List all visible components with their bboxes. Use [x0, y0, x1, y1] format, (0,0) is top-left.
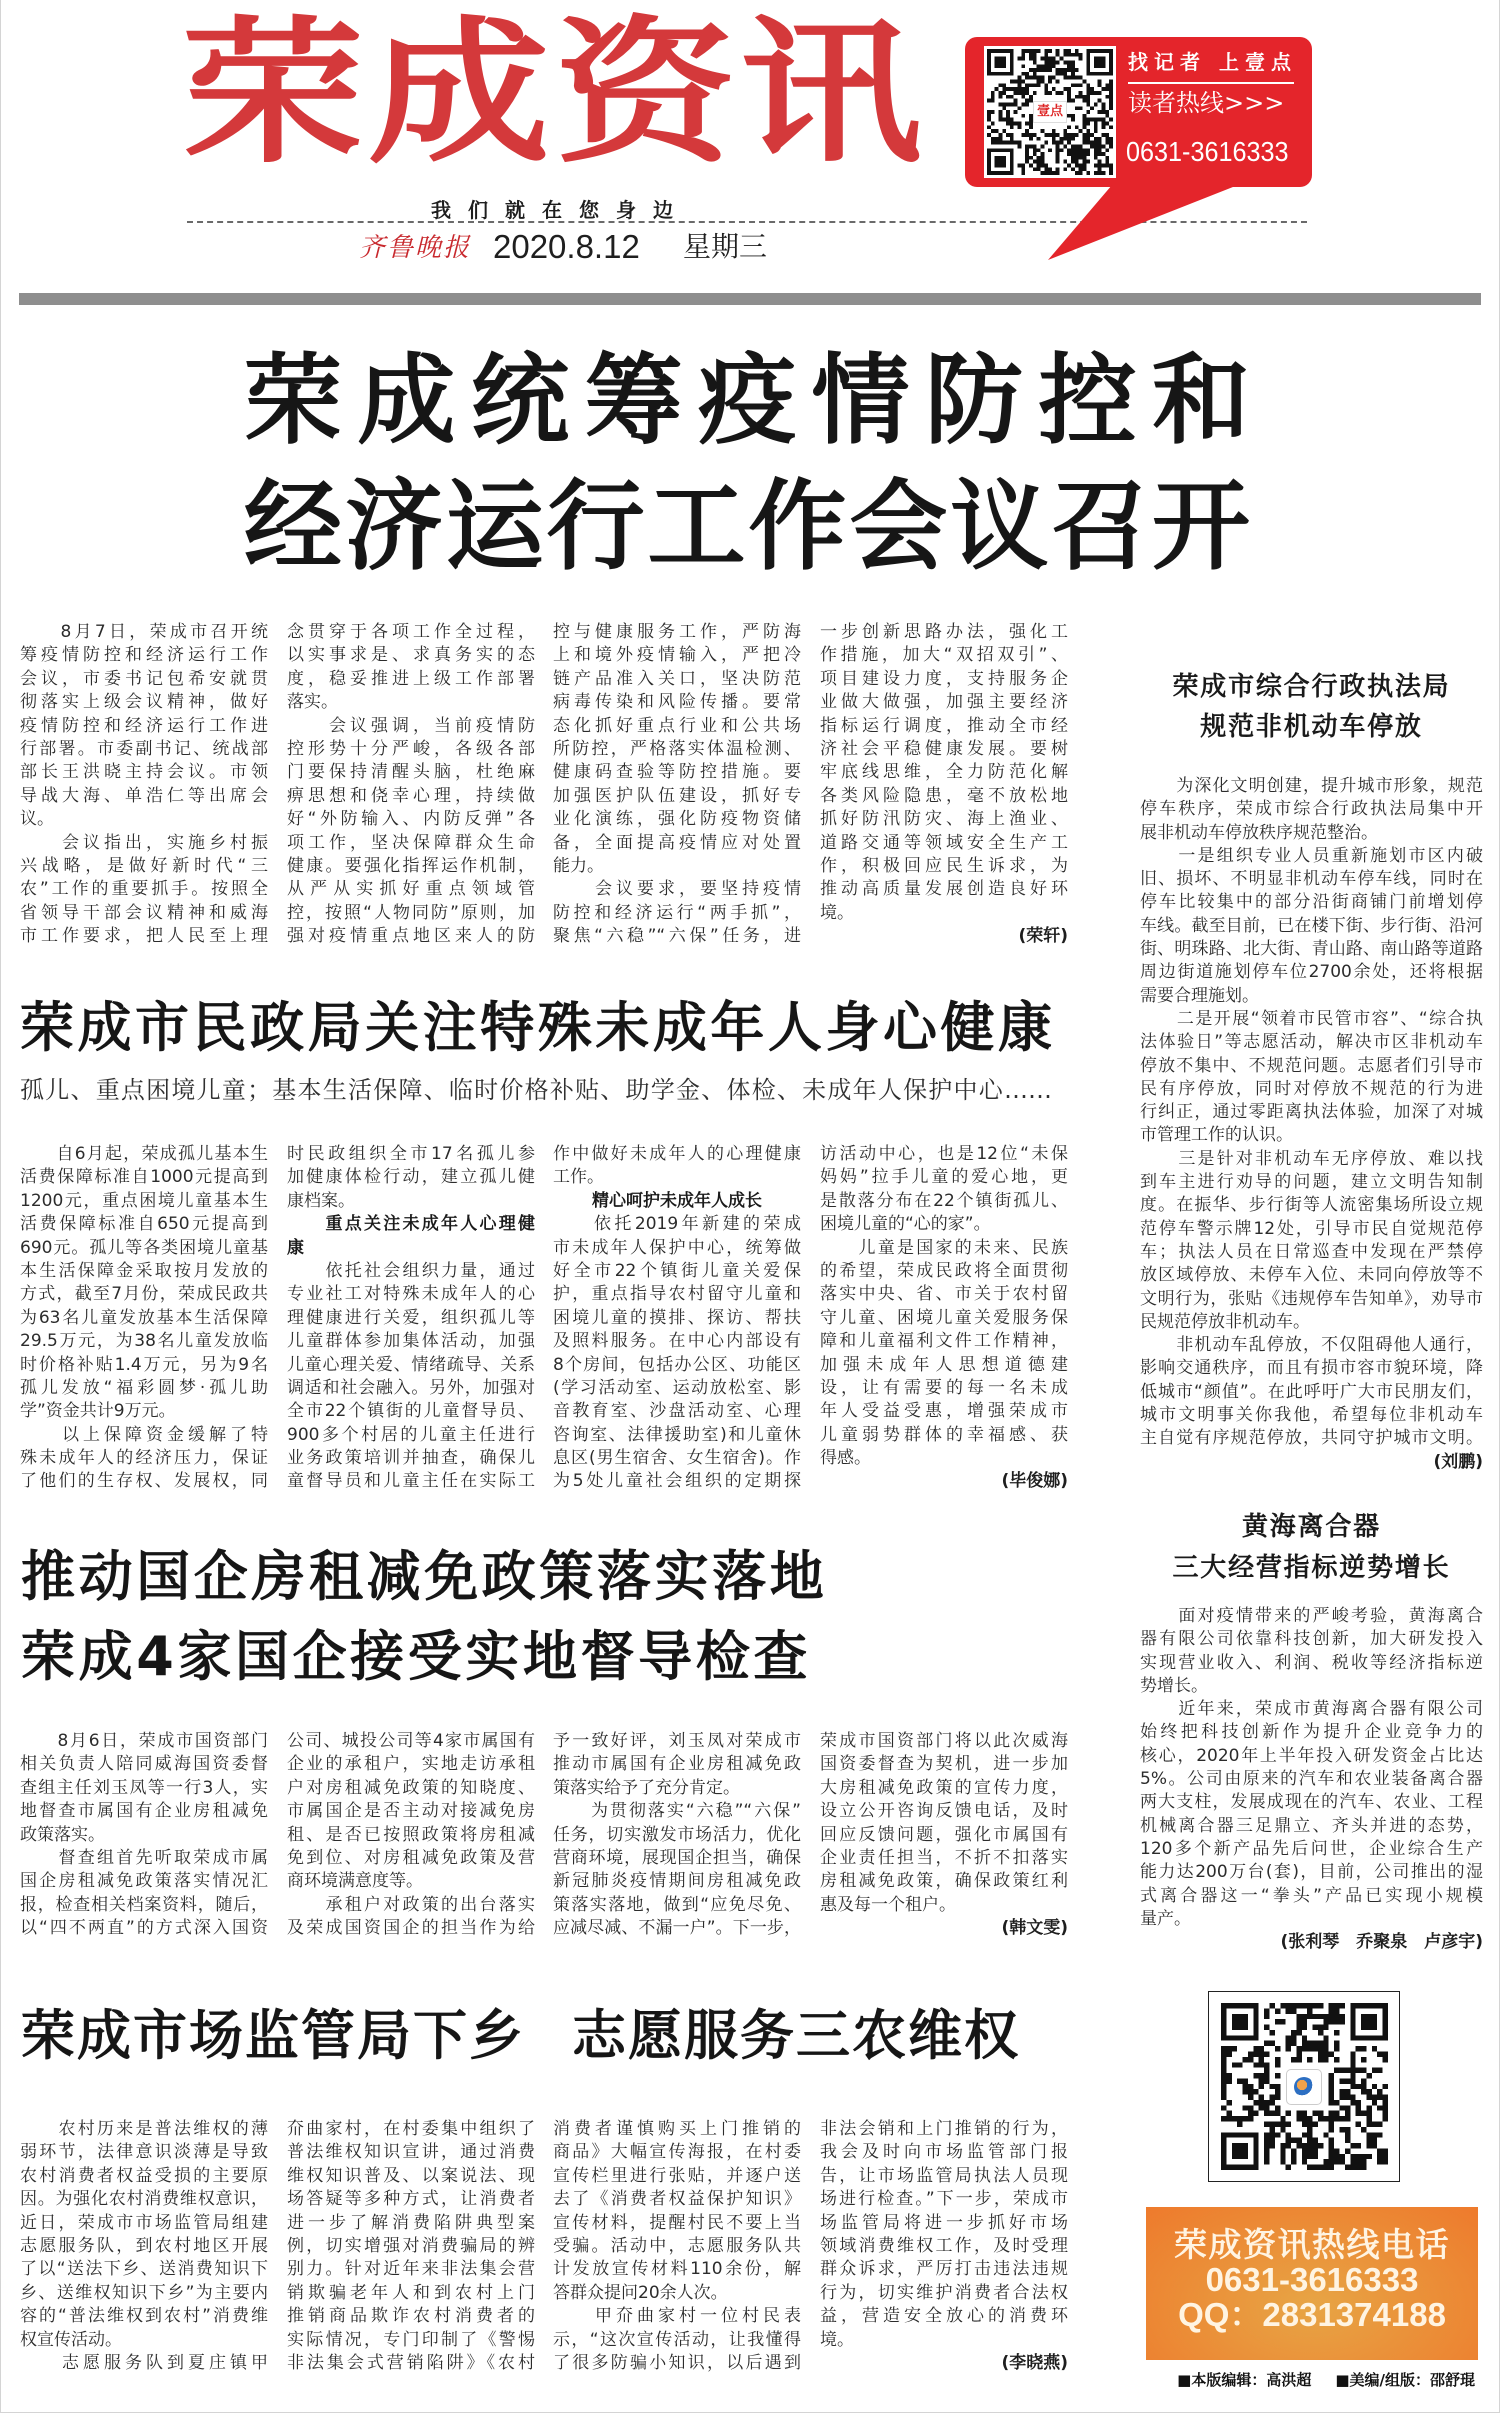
- headline-line: 推动国企房租减免政策落实落地: [21, 1545, 828, 1608]
- text-line: 童督导员和儿童主任在实际工: [287, 1471, 535, 1492]
- text-line: 及照料服务。在中心内部设有: [553, 1331, 801, 1352]
- text-line: 推动市属国有企业房租减免政: [553, 1754, 801, 1775]
- text-line: 地督查市属国有企业房租减免: [20, 1801, 268, 1822]
- text-line: 非机动车乱停放，不仅阻碍他人通行，: [1140, 1335, 1483, 1356]
- text-line: 为深化文明创建，提升城市形象，规范: [1140, 776, 1483, 796]
- text-line: 器有限公司依靠科技创新，加大研发投入: [1140, 1629, 1483, 1650]
- article-column: [287, 2118, 535, 2375]
- text-line: 部长王洪晓主持会议。市领: [20, 762, 268, 783]
- text-line: 民有序停放，同时对停放不规范的行为进: [1140, 1078, 1483, 1099]
- article-column: [20, 2118, 268, 2375]
- text-line: 健康。要强化指挥运作机制，: [287, 855, 535, 876]
- text-line: 从严从实抓好重点领域管: [287, 879, 535, 900]
- article-column: [553, 1730, 801, 1941]
- text-line: 商品》大幅宣传海报，在村委: [553, 2142, 801, 2163]
- text-line: 场答疑等多种方式，让消费者: [287, 2189, 535, 2210]
- text-line: 抓好防汛防灾、海上渔业、: [820, 809, 1068, 830]
- text-line: 推销商品欺诈农村消费者的: [287, 2306, 535, 2327]
- text-line: 旧、损坏、不明显非机动车停车线，同时在: [1140, 869, 1483, 890]
- text-line: 8月7日，荣成市召开统: [20, 622, 268, 642]
- text-line: 障和儿童福利文件工作精神，: [820, 1331, 1068, 1352]
- editor-credit: ■本版编辑：高洪超: [1177, 2371, 1312, 2389]
- qr-center-logo: 壹点: [1033, 101, 1067, 123]
- text-line: 作，积极回应民生诉求，为: [820, 855, 1068, 876]
- text-line: 文明行为，张贴《违规停车告知单》，劝导市: [1140, 1288, 1483, 1309]
- text-line: 乡、送维权知识下乡”为主要内: [20, 2282, 268, 2303]
- text-line: 省领导干部会议精神和威海: [20, 902, 268, 923]
- text-line: 儿童群体参加集体活动，加强: [287, 1331, 535, 1352]
- text-line: 8月6日，荣成市国资部门: [20, 1731, 268, 1751]
- masthead-slogan: 我们就在您身边: [431, 198, 690, 222]
- text-line: 筹疫情防控和经济运行工作: [20, 645, 268, 666]
- partner-logo-text: 齐鲁晚报: [359, 233, 472, 263]
- text-line: 彻落实上级会议精神，做好: [20, 692, 268, 713]
- text-line: 调适和社会融入。另外，加强对: [287, 1377, 535, 1398]
- text-line: 强对疫情重点地区来人的防: [287, 926, 535, 947]
- text-line: 控形势十分严峻，各级各部: [287, 738, 535, 759]
- text-line: 回应反馈问题，强化市属国有: [820, 1824, 1068, 1845]
- text-line: 场进行检查。”下一步，荣成市: [820, 2189, 1068, 2210]
- text-line: 时民政组织全市17名孤儿参: [287, 1144, 535, 1164]
- subheading: 重点关注未成年人心理健: [287, 1214, 535, 1235]
- headline-part: 荣成市场监管局下乡: [21, 2004, 525, 2067]
- byline: (张利琴 乔聚泉 卢彦宇): [1280, 1932, 1483, 1953]
- text-line: 以实事求是、求真务实的态: [287, 645, 535, 666]
- text-line: 守儿童、困境儿童关爱服务保: [820, 1307, 1068, 1328]
- bubble-hotline-label: 读者热线>>>: [1128, 89, 1285, 117]
- text-line: 济社会平稳健康发展。要树: [820, 738, 1068, 759]
- text-line: 病毒传染和风险传播。要常: [553, 692, 801, 713]
- wechat-qr-code: [1208, 1991, 1400, 2182]
- text-line: 别力。针对近年来非法集会营: [287, 2259, 535, 2280]
- text-line: 为5处儿童社会组织的定期探: [553, 1471, 801, 1492]
- text-line: 到车主进行劝导的问题，建立文明告知制: [1140, 1172, 1483, 1193]
- text-line: 自6月起，荣成孤儿基本生: [20, 1144, 268, 1164]
- text-line: 议。: [20, 809, 54, 830]
- text-line: 理健康进行关爱，组织孤儿等: [287, 1307, 535, 1328]
- text-line: 查组主任刘玉凤等一行3人，实: [20, 1777, 268, 1798]
- text-line: 孤儿发放“福彩圆梦·孤儿助: [20, 1377, 268, 1398]
- article-column: [820, 1143, 1068, 1494]
- text-line: 能力达200万台(套)，目前，公司推出的湿: [1140, 1862, 1483, 1883]
- text-line: 因。为强化农村消费维权意识，: [20, 2189, 268, 2210]
- article-column: [820, 2118, 1068, 2375]
- text-line: 加健康体检行动，建立孤儿健: [287, 1167, 535, 1188]
- text-line: 痹思想和侥幸心理，持续做: [287, 785, 535, 806]
- text-line: 市工作要求，把人民至上理: [20, 926, 268, 947]
- text-line: 了以“送法下乡、送消费知识下: [20, 2259, 268, 2280]
- text-line: 始终把科技创新作为提升企业竞争力的: [1140, 1722, 1483, 1743]
- article-column: [553, 2118, 801, 2375]
- text-line: 控，按照“人物同防”原则，加: [287, 902, 535, 923]
- text-line: 护，重点指导农村留守儿童和: [553, 1284, 801, 1305]
- text-line: 承租户对政策的出台落实: [287, 1894, 535, 1915]
- text-line: 度。在振华、步行街等人流密集场所设立规: [1140, 1195, 1483, 1216]
- article-column: [553, 621, 801, 948]
- text-line: 进一步了解消费陷阱典型案: [287, 2212, 535, 2233]
- text-line: 志愿服务队到夏庄镇甲: [20, 2352, 268, 2373]
- text-line: 机械离合器三足鼎立、齐头并进的态势，: [1140, 1815, 1483, 1836]
- text-line: 5%。公司由原来的汽车和农业装备离合器: [1140, 1769, 1483, 1790]
- reader-qr-code: [984, 46, 1116, 178]
- text-line: 法体验日”等志愿活动，解决市区非机动车: [1140, 1032, 1483, 1053]
- text-line: 推动高质量发展创造良好环: [820, 879, 1068, 900]
- text-line: 任务，切实激发市场活力，优化: [553, 1824, 801, 1845]
- text-line: 企业责任担当，不折不扣落实: [820, 1847, 1068, 1868]
- text-line: 加强未成年人思想道德建: [820, 1354, 1068, 1375]
- text-line: 志愿服务队，到农村地区开展: [20, 2235, 268, 2256]
- text-line: 殊未成年人的经济压力，保证: [20, 1448, 268, 1469]
- sidebar-headline-line: 三大经营指标逆势增长: [1172, 1553, 1451, 1583]
- text-line: 三是针对非机动车无序停放、难以找: [1140, 1148, 1483, 1169]
- sidebar-headline-line: 规范非机动车停放: [1200, 712, 1423, 742]
- text-line: 免到位、对房租减免政策及营: [287, 1847, 535, 1868]
- byline: (刘鹏): [1433, 1451, 1483, 1472]
- text-line: 的希望，荣成民政将全面贯彻: [820, 1260, 1068, 1281]
- text-line: 受骗。活动中，志愿服务队共: [553, 2235, 801, 2256]
- text-line: 儿童是国家的未来、民族: [820, 1237, 1068, 1258]
- text-line: 答群众提问20余人次。: [553, 2282, 728, 2303]
- text-line: 得感。: [820, 1448, 871, 1469]
- text-line: 活费保障标准自650元提高到: [20, 1214, 268, 1235]
- hotline-phone: 0631-3616333: [1205, 2261, 1419, 2298]
- text-line: 我会及时向市场监管部门报: [820, 2142, 1068, 2163]
- text-line: 全市22个镇街的儿童督导员、: [287, 1401, 535, 1422]
- text-line: 示，“这次宣传活动，让我懂得: [553, 2329, 801, 2350]
- text-line: 容的“普法维权到农村”消费维: [20, 2306, 268, 2327]
- text-line: 新冠肺炎疫情期间房租减免政: [553, 1871, 801, 1892]
- text-line: 访活动中心，也是12位“未保: [820, 1144, 1068, 1164]
- text-line: 行部署。市委副书记、统战部: [20, 738, 268, 759]
- text-line: 29.5万元，为38名儿童发放临: [20, 1331, 268, 1352]
- text-line: 加强医护队伍建设，抓好专: [553, 785, 801, 806]
- article-column: [20, 621, 268, 948]
- text-line: 息区(男生宿舍、女生宿舍)。作: [553, 1448, 801, 1469]
- text-line: 量产。: [1140, 1908, 1191, 1929]
- text-line: 了很多防骗小知识，以后遇到: [553, 2352, 801, 2373]
- page-credits: [1160, 2370, 1475, 2390]
- text-line: 专业社工对特殊未成年人的心: [287, 1284, 535, 1305]
- text-line: 群众诉求，严厉打击违法违规: [820, 2259, 1068, 2280]
- text-line: 近年来，荣成市黄海离合器有限公司: [1140, 1699, 1483, 1720]
- subtitle: 孤儿、重点困境儿童；基本生活保障、临时价格补贴、助学金、体检、未成年人保护中心……: [20, 1076, 1052, 1104]
- text-line: 实现营业收入、利润、税收等经济指标逆: [1140, 1652, 1483, 1673]
- text-line: 设，让有需要的每一名未成: [820, 1377, 1068, 1398]
- text-line: 及荣成国资国企的担当作为给: [287, 1918, 535, 1939]
- text-line: 一步创新思路办法，强化工: [820, 622, 1068, 642]
- headline-line: 荣成4家国企接受实地督导检查: [21, 1625, 811, 1688]
- text-line: 兴战略，是做好新时代“三: [20, 855, 268, 876]
- article-column: [553, 1143, 801, 1494]
- hotline-banner: [1146, 2207, 1478, 2360]
- text-line: 策落实落地，做到“应免尽免、: [553, 1894, 801, 1915]
- article-column: [20, 1730, 268, 1941]
- text-line: 疫情防控和经济运行工作进: [20, 715, 268, 736]
- text-line: 聚焦“六稳”“六保”任务，进: [553, 926, 801, 947]
- qr-center-logo: [1286, 2069, 1322, 2105]
- subheading: 精心呵护未成年人成长: [592, 1190, 762, 1211]
- text-line: 相关负责人陪同威海国资委督: [20, 1754, 268, 1775]
- text-line: 时价格补贴1.4万元，另为9名: [20, 1354, 268, 1375]
- text-line: 市属国企是否主动对接减免房: [287, 1801, 535, 1822]
- text-line: 影响交通秩序，而且有损市容市貌环境，降: [1140, 1358, 1483, 1379]
- text-line: 作中做好未成年人的心理健康: [553, 1144, 801, 1164]
- text-line: 学”资金共计9万元。: [20, 1401, 176, 1422]
- text-line: 计发放宣传材料110余份，解: [553, 2259, 801, 2280]
- text-line: 一是组织专业人员重新施划市区内破: [1140, 845, 1483, 866]
- text-line: 道路交通等领域安全生产工: [820, 832, 1068, 853]
- text-line: 行为，切实维护消费者合法权: [820, 2282, 1068, 2303]
- text-line: 业化演练，强化防疫物资储: [553, 809, 801, 830]
- section-divider-bar: [19, 293, 1481, 305]
- text-line: 行纠正，通过零距离执法体验，加深了对城: [1140, 1102, 1483, 1123]
- text-line: 范停车警示牌12处，引导市民自觉规范停: [1140, 1218, 1483, 1239]
- text-line: 业做大做强，加强主要经济: [820, 692, 1068, 713]
- text-line: 国企房租减免政策落实情况汇: [20, 1871, 268, 1892]
- text-line: 690元。孤儿等各类困境儿童基: [20, 1237, 268, 1258]
- text-line: 市未成年人保护中心，统筹做: [553, 1237, 801, 1258]
- text-line: 900多个村居的儿童主任进行: [287, 1424, 535, 1445]
- byline: (李晓燕): [1001, 2352, 1068, 2373]
- hotline-qq: QQ：2831374188: [1178, 2296, 1446, 2333]
- text-line: 牢底线思维，全力防范化解: [820, 762, 1068, 783]
- text-line: 租、是否已按照政策将房租减: [287, 1824, 535, 1845]
- text-line: 应减尽减、不漏一户”。下一步，: [553, 1918, 801, 1939]
- text-line: 户对房租减免政策的知晓度、: [287, 1777, 535, 1798]
- text-line: 好“外防输入、内防反弹”各: [287, 809, 535, 830]
- text-line: 普法维权知识宣讲，通过消费: [287, 2142, 535, 2163]
- designer-credit: ■美编/组版：邵舒琨: [1335, 2371, 1475, 2389]
- text-line: 以“四不两直”的方式深入国资: [20, 1918, 268, 1939]
- text-line: 依托2019年新建的荣成: [553, 1214, 801, 1235]
- text-line: 120多个新产品先后问世，企业综合生产: [1140, 1838, 1483, 1859]
- text-line: 国资委督查为契机，进一步加: [820, 1754, 1068, 1775]
- text-line: 农村消费者权益受损的主要原: [20, 2165, 268, 2186]
- text-line: 指标运行调度，推动全市经: [820, 715, 1068, 736]
- text-line: 依托社会组织力量，通过: [287, 1260, 535, 1281]
- text-line: 二是开展“领着市民管市容”、“综合执: [1140, 1008, 1483, 1029]
- text-line: 态化抓好重点行业和公共场: [553, 715, 801, 736]
- text-line: 导战大海、单浩仁等出席会: [20, 785, 268, 806]
- text-line: 落实。: [287, 692, 338, 713]
- text-line: 例，切实增强对消费骗局的辨: [287, 2235, 535, 2256]
- text-line: 企业的承租户，实地走访承租: [287, 1754, 535, 1775]
- article-column: [287, 1730, 535, 1941]
- text-line: 链产品准入关口，坚决防范: [553, 668, 801, 689]
- issue-date: 2020.8.12: [493, 228, 640, 265]
- text-line: 营商环境，展现国企担当，确保: [553, 1847, 801, 1868]
- text-line: 策落实给予了充分肯定。: [553, 1777, 740, 1798]
- text-line: 控与健康服务工作，严防海: [553, 622, 801, 642]
- swirl-logo-icon: [1294, 2077, 1314, 2097]
- text-line: 困境儿童的“心的家”。: [820, 1214, 991, 1235]
- text-line: 势增长。: [1140, 1675, 1208, 1696]
- text-line: 康档案。: [287, 1190, 355, 1211]
- headline-line: 经济运行工作会议召开: [244, 470, 1250, 584]
- text-line: 儿童心理关爱、情绪疏导、关系: [287, 1354, 535, 1375]
- text-line: 境。: [820, 2329, 854, 2350]
- text-line: 面对疫情带来的严峻考验，黄海离合: [1140, 1606, 1483, 1626]
- text-line: 惠及每一个租户。: [820, 1894, 956, 1915]
- text-line: 公司、城投公司等4家市属国有: [287, 1731, 535, 1751]
- text-line: 销欺骗老年人和到农村上门: [287, 2282, 535, 2303]
- text-line: 落实中央、省、市关于农村留: [820, 1284, 1068, 1305]
- text-line: 放区域停放、未停车入位、未同向停放等不: [1140, 1265, 1483, 1286]
- text-line: 停车比较集中的部分沿街商铺门前增划停: [1140, 892, 1483, 913]
- text-line: 会议要求，要坚持疫情: [553, 879, 801, 900]
- text-line: 以上保障资金缓解了特: [20, 1424, 268, 1445]
- text-line: 商环境满意度等。: [287, 1871, 423, 1892]
- text-line: 会议，市委书记包希安就贯: [20, 668, 268, 689]
- text-line: 停车秩序，荣成市综合行政执法局集中开: [1140, 799, 1483, 820]
- text-line: 非法会销和上门推销的行为，: [820, 2119, 1068, 2139]
- text-line: 农村历来是普法维权的薄: [20, 2119, 268, 2139]
- text-line: 健康码查验等防控措施。要: [553, 762, 801, 783]
- text-line: 会议强调，当前疫情防: [287, 715, 535, 736]
- text-line: 业务政策培训并抽查，确保儿: [287, 1448, 535, 1469]
- text-line: 近日，荣成市市场监管局组建: [20, 2212, 268, 2233]
- byline: (荣轩): [1018, 926, 1068, 947]
- text-line: 妈妈”拉手儿童的爱心地，更: [820, 1167, 1068, 1188]
- text-line: 好全市22个镇街儿童关爱保: [553, 1260, 801, 1281]
- text-line: 本生活保障金采取按月发放的: [20, 1260, 268, 1281]
- text-line: 政策落实。: [20, 1824, 105, 1845]
- sidebar-headline-line: 黄海离合器: [1241, 1512, 1381, 1542]
- text-line: 8个房间，包括办公区、功能区: [553, 1354, 801, 1375]
- text-line: 作措施，加大“双招双引”、: [820, 645, 1068, 666]
- text-line: 1200元，重点困境儿童基本生: [20, 1190, 268, 1211]
- text-line: 年人受益受惠，增强荣成市: [820, 1401, 1068, 1422]
- headline-line: 荣成统筹疫情防控和: [244, 344, 1250, 458]
- text-line: 益，营造安全放心的消费环: [820, 2306, 1068, 2327]
- text-line: 市管理工作的认识。: [1140, 1125, 1293, 1146]
- text-line: 荣成市国资部门将以此次威海: [820, 1731, 1068, 1751]
- text-line: 念贯穿于各项工作全过程，: [287, 622, 535, 642]
- text-line: 弱环节，法律意识淡薄是导致: [20, 2142, 268, 2163]
- text-line: 各类风险隐患，毫不放松地: [820, 785, 1068, 806]
- text-line: 周边街道施划停车位2700余处，还将根据: [1140, 962, 1483, 983]
- text-line: 街、明珠路、北大街、青山路、南山路等道路: [1140, 939, 1483, 960]
- text-line: 咨询室、法律援助室)和儿童休: [553, 1424, 801, 1445]
- text-line: 核心，2020年上半年投入研发资金占比达: [1140, 1745, 1483, 1766]
- text-line: 场监管局将进一步抓好市场: [820, 2212, 1068, 2233]
- text-line: 民规范停放非机动车。: [1140, 1311, 1310, 1332]
- text-line: 夼曲家村，在村委集中组织了: [287, 2119, 535, 2139]
- text-line: 困境儿童的摸排、探访、帮扶: [553, 1307, 801, 1328]
- text-line: 实际情况，专门印制了《警惕: [287, 2329, 535, 2350]
- text-line: 能力。: [553, 855, 604, 876]
- headline: 荣成市民政局关注特殊未成年人身心健康: [20, 996, 1052, 1059]
- byline: (毕俊娜): [1001, 1471, 1068, 1492]
- text-line: 大房租减免政策的宣传力度，: [820, 1777, 1068, 1798]
- text-line: 式离合器这一“拳头”产品已实现小规模: [1140, 1885, 1483, 1906]
- text-line: 主自觉有序规范停放，共同守护城市文明。: [1140, 1428, 1483, 1449]
- text-line: 儿童弱势群体的幸福感、获: [820, 1424, 1068, 1445]
- text-line: 为贯彻落实“六稳”“六保”: [553, 1801, 801, 1822]
- text-line: 城市文明事关你我他，希望每位非机动车: [1140, 1405, 1483, 1426]
- text-line: 权宣传活动。: [20, 2329, 122, 2350]
- text-line: 宣传栏里进行张贴，并逐户送: [553, 2165, 801, 2186]
- text-line: 上和境外疫情输入，严把冷: [553, 645, 801, 666]
- sidebar-article-body: [1140, 775, 1483, 1474]
- text-line: 音教育室、沙盘活动室、心理: [553, 1401, 801, 1422]
- byline: (韩文雯): [1001, 1918, 1068, 1939]
- text-line: 活费保障标准自1000元提高到: [20, 1167, 268, 1188]
- text-line: 会议指出，实施乡村振: [20, 832, 268, 853]
- text-line: 设立公开咨询反馈电话，及时: [820, 1801, 1068, 1822]
- text-line: 门要保持清醒头脑，杜绝麻: [287, 762, 535, 783]
- text-line: 甲夼曲家村一位村民表: [553, 2306, 801, 2327]
- text-line: 宣传材料，提醒村民不要上当: [553, 2212, 801, 2233]
- text-line: 防控和经济运行“两手抓”，: [553, 902, 801, 923]
- article-column: [820, 621, 1068, 948]
- text-line: (学习活动室、运动放松室、影: [553, 1377, 801, 1398]
- text-line: 报，检查相关档案资料，随后，: [20, 1894, 268, 1915]
- sidebar-article-body: [1140, 1605, 1483, 1954]
- text-line: 项目建设力度，支持服务企: [820, 668, 1068, 689]
- text-line: 工作。: [553, 1167, 604, 1188]
- subheading: 康: [287, 1237, 304, 1258]
- text-line: 予一致好评，刘玉凤对荣成市: [553, 1731, 801, 1751]
- article-column: [820, 1730, 1068, 1941]
- text-line: 低城市“颜值”。在此呼吁广大市民朋友们，: [1140, 1381, 1483, 1402]
- text-line: 项工作，坚决保障群众生命: [287, 832, 535, 853]
- text-line: 停放不集中、不规范问题。志愿者们引导市: [1140, 1055, 1483, 1076]
- text-line: 了他们的生存权、发展权，同: [20, 1471, 268, 1492]
- text-line: 农”工作的重要抓手。按照全: [20, 879, 268, 900]
- text-line: 所防控，严格落实体温检测、: [553, 738, 801, 759]
- issue-weekday: 星期三: [683, 230, 768, 263]
- text-line: 方式，截至7月份，荣成民政共: [20, 1284, 268, 1305]
- bubble-divider: [1128, 82, 1294, 84]
- text-line: 告，让市场监管局执法人员现: [820, 2165, 1068, 2186]
- text-line: 房租减免政策，确保政策红利: [820, 1871, 1068, 1892]
- text-line: 消费者谨慎购买上门推销的: [553, 2119, 801, 2139]
- text-line: 督查组首先听取荣成市属: [20, 1847, 268, 1868]
- article-column: [20, 1143, 268, 1494]
- text-line: 是散落分布在22个镇街孤儿、: [820, 1190, 1068, 1211]
- text-line: 维权知识普及、以案说法、现: [287, 2165, 535, 2186]
- text-line: 两大支柱，发展成现在的汽车、农业、工程: [1140, 1792, 1483, 1813]
- text-line: 备，全面提高疫情应对处置: [553, 832, 801, 853]
- article-column: [287, 621, 535, 948]
- bubble-tagline: 找记者 上壹点: [1128, 50, 1297, 74]
- text-line: 展非机动车停放秩序规范整治。: [1140, 822, 1378, 843]
- headline-part: 志愿服务三农维权: [572, 2004, 1020, 2067]
- text-line: 领域消费维权工作，及时受理: [820, 2235, 1068, 2256]
- masthead-title: 荣成资讯: [182, 1, 926, 185]
- text-line: 去了《消费者权益保护知识》: [553, 2189, 801, 2210]
- text-line: 境。: [820, 902, 854, 923]
- text-line: 度，稳妥推进上级工作部署: [287, 668, 535, 689]
- article-column: [287, 1143, 535, 1494]
- bubble-hotline-number: 0631-3616333: [1126, 136, 1289, 167]
- text-line: 为63名儿童发放基本生活保障: [20, 1307, 268, 1328]
- text-line: 车线。截至目前，已在楼下街、步行街、沿河: [1140, 915, 1483, 936]
- text-line: 非法集会式营销陷阱》《农村: [287, 2352, 535, 2373]
- text-line: 需要合理施划。: [1140, 985, 1259, 1006]
- sidebar-headline-line: 荣成市综合行政执法局: [1172, 672, 1451, 702]
- text-line: 车；执法人员在日常巡查中发现在严禁停: [1140, 1241, 1483, 1262]
- hotline-title: 荣成资讯热线电话: [1174, 2225, 1450, 2264]
